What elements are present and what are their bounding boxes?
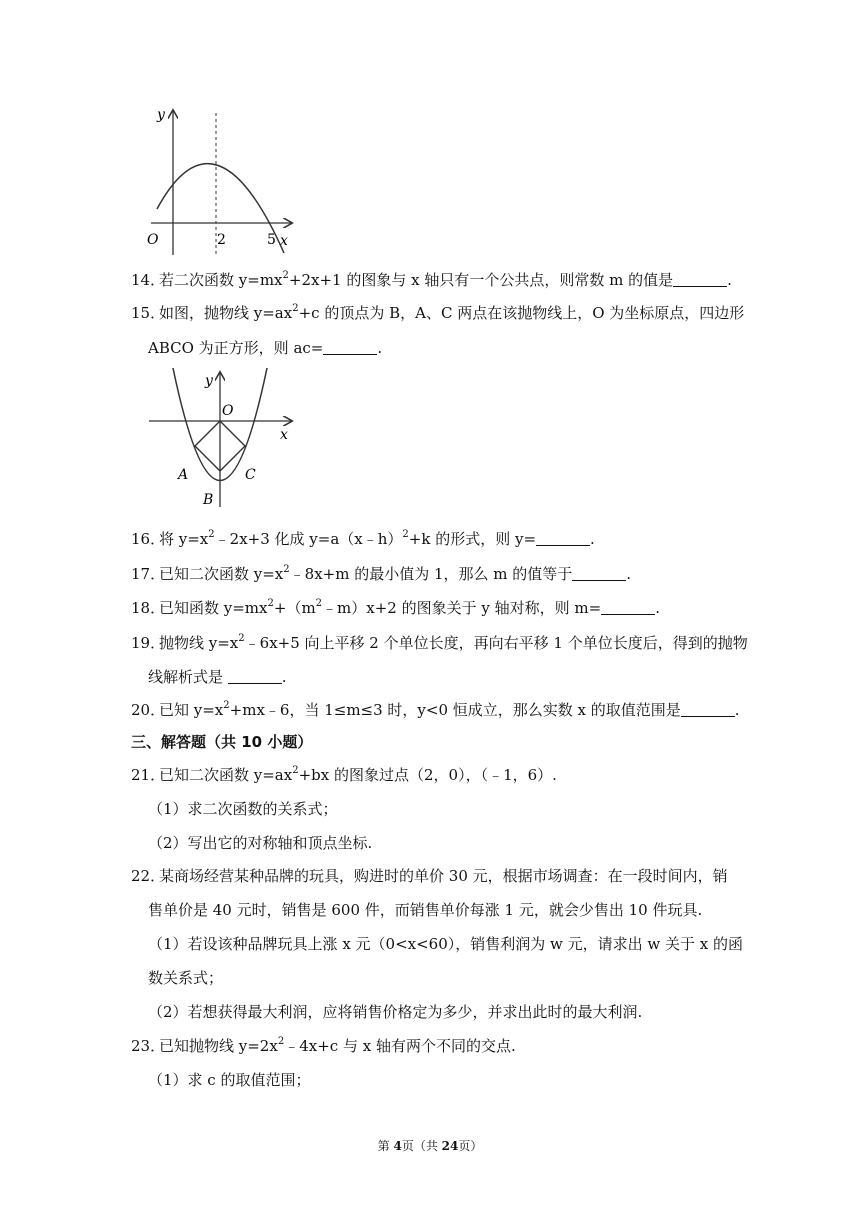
fig1-tick-2: 2 bbox=[217, 232, 226, 248]
question-19-line-1 bbox=[131, 633, 748, 653]
q14-text-1: 若二次函数 bbox=[159, 271, 239, 289]
figure-parabola-1 bbox=[145, 103, 300, 263]
question-20 bbox=[131, 700, 740, 720]
answer-blank bbox=[601, 600, 655, 615]
question-23 bbox=[131, 1036, 516, 1056]
fig2-origin-label: O bbox=[222, 403, 234, 419]
question-22-line-2: 售单价是 40 元时，销售是 600 件，而销售单价每涨 1 元，就会少售出 10 件玩具. bbox=[148, 901, 703, 919]
q15-text-2: +c 的顶点为 B，A、C 两点在该抛物线上，O 为坐标原点，四边形 bbox=[298, 304, 745, 322]
answer-blank bbox=[572, 566, 626, 581]
question-22-part-2: （2）若想获得最大利润，应将销售价格定为多少，并求出此时的最大利润. bbox=[148, 1003, 643, 1021]
q20-text-3: . bbox=[734, 701, 740, 719]
superscript: 2 bbox=[282, 270, 289, 281]
question-18 bbox=[131, 598, 660, 618]
q22-number: 22． bbox=[131, 867, 166, 885]
q20-text-1: 已知 y=x bbox=[159, 701, 224, 719]
figure-parabola-square bbox=[145, 367, 300, 514]
q19-text-4: . bbox=[281, 668, 287, 686]
superscript: 2 bbox=[208, 529, 215, 540]
question-15-line-1 bbox=[131, 303, 744, 323]
answer-blank bbox=[536, 531, 590, 546]
q18-text-4: . bbox=[655, 599, 660, 617]
footer-total-pages: 24 bbox=[441, 1139, 459, 1153]
fig1-x-label: x bbox=[280, 233, 288, 249]
question-14 bbox=[131, 270, 732, 290]
fig2-x-label: x bbox=[280, 427, 288, 443]
q18-text-2: +（m bbox=[273, 599, 316, 617]
superscript: 2 bbox=[402, 529, 409, 540]
page-footer bbox=[0, 1137, 860, 1154]
q14-text-3: . bbox=[727, 271, 732, 289]
question-19-line-2 bbox=[148, 667, 287, 687]
q16-number: 16． bbox=[131, 530, 166, 548]
fig2-y-label: y bbox=[205, 373, 213, 389]
section-heading: 三、解答题（共 10 小题） bbox=[131, 733, 313, 751]
q20-number: 20． bbox=[131, 701, 166, 719]
fig2-point-b: B bbox=[203, 492, 214, 508]
q16-text-1: 将 y=x bbox=[159, 530, 209, 548]
fig1-origin-label: O bbox=[147, 232, 159, 248]
q21-text-1: 已知二次函数 y=ax bbox=[159, 766, 293, 784]
q15-text-4: . bbox=[377, 339, 383, 357]
question-21-part-1: （1）求二次函数的关系式； bbox=[148, 800, 338, 818]
q19-text-1: 抛物线 y=x bbox=[159, 634, 239, 652]
q18-number: 18． bbox=[131, 599, 166, 617]
q15-number: 15． bbox=[131, 304, 166, 322]
fig2-point-c: C bbox=[245, 467, 256, 483]
q21-text-2: +bx 的图象过点（2，0），（﹣1，6）. bbox=[298, 766, 557, 784]
q15-text-3: ABCO 为正方形，则 ac= bbox=[148, 339, 324, 357]
q17-text-3: . bbox=[626, 565, 632, 583]
q14-formula: y=mx bbox=[238, 271, 283, 289]
q14-text-2: +2x+1 的图象与 x 轴只有一个公共点，则常数 m 的值是 bbox=[288, 271, 674, 289]
answer-blank bbox=[323, 340, 377, 355]
question-21 bbox=[131, 765, 557, 785]
q22-text-1: 某商场经营某种品牌的玩具，购进时的单价 30 元，根据市场调查：在一段时间内，销 bbox=[159, 867, 728, 885]
q23-text-1: 已知抛物线 y=2x bbox=[159, 1037, 278, 1055]
superscript: 2 bbox=[223, 700, 230, 711]
q19-number: 19． bbox=[131, 634, 166, 652]
q20-text-2: +mx﹣6，当 1≤m≤3 时，y<0 恒成立，那么实数 x 的取值范围是 bbox=[229, 701, 681, 719]
question-22-line-1 bbox=[131, 866, 728, 886]
q23-number: 23． bbox=[131, 1037, 166, 1055]
question-21-part-2: （2）写出它的对称轴和顶点坐标. bbox=[148, 834, 373, 852]
q16-text-3: +k 的形式，则 y= bbox=[408, 530, 537, 548]
footer-prefix: 第 bbox=[377, 1139, 394, 1153]
footer-page-number: 4 bbox=[393, 1139, 402, 1153]
question-22-part-1-cont: 数关系式； bbox=[148, 969, 224, 987]
q15-text-1: 如图，抛物线 y=ax bbox=[159, 304, 293, 322]
question-23-part-1: （1）求 c 的取值范围； bbox=[148, 1071, 311, 1089]
q17-text-1: 已知二次函数 y=x bbox=[159, 565, 284, 583]
superscript: 2 bbox=[238, 633, 245, 644]
q21-number: 21． bbox=[131, 766, 166, 784]
footer-suffix: 页） bbox=[458, 1139, 483, 1153]
superscript: 2 bbox=[277, 1036, 285, 1047]
question-16 bbox=[131, 529, 595, 549]
q17-number: 17． bbox=[131, 565, 166, 583]
q18-text-1: 已知函数 y=mx bbox=[159, 599, 268, 617]
answer-blank bbox=[681, 702, 735, 717]
fig1-y-label: y bbox=[157, 107, 165, 123]
q16-text-4: . bbox=[590, 530, 595, 548]
answer-blank bbox=[228, 669, 282, 684]
q14-number: 14． bbox=[131, 271, 166, 289]
answer-blank bbox=[673, 272, 727, 287]
superscript: 2 bbox=[283, 564, 290, 575]
superscript: 2 bbox=[292, 765, 299, 776]
superscript: 2 bbox=[315, 598, 323, 609]
fig2-point-a: A bbox=[178, 467, 189, 483]
question-17 bbox=[131, 564, 631, 584]
q17-text-2: ﹣8x+m 的最小值为 1，那么 m 的值等于 bbox=[289, 565, 573, 583]
q16-text-2: ﹣2x+3 化成 y=a（x﹣h） bbox=[214, 530, 403, 548]
q18-text-3: ﹣m）x+2 的图象关于 y 轴对称，则 m= bbox=[322, 599, 602, 617]
fig1-tick-5: 5 bbox=[267, 232, 276, 248]
superscript: 2 bbox=[267, 598, 274, 609]
question-15-line-2 bbox=[148, 338, 382, 358]
footer-middle: 页（共 bbox=[401, 1139, 442, 1153]
superscript: 2 bbox=[292, 303, 299, 314]
q19-text-2: ﹣6x+5 向上平移 2 个单位长度，再向右平移 1 个单位长度后，得到的抛物 bbox=[244, 634, 748, 652]
question-22-part-1: （1）若设该种品牌玩具上涨 x 元（0<x<60），销售利润为 w 元，请求出 w 关于 x 的函 bbox=[148, 935, 744, 953]
q19-text-3: 线解析式是 bbox=[148, 668, 228, 686]
q23-text-2: ﹣4x+c 与 x 轴有两个不同的交点. bbox=[284, 1037, 516, 1055]
